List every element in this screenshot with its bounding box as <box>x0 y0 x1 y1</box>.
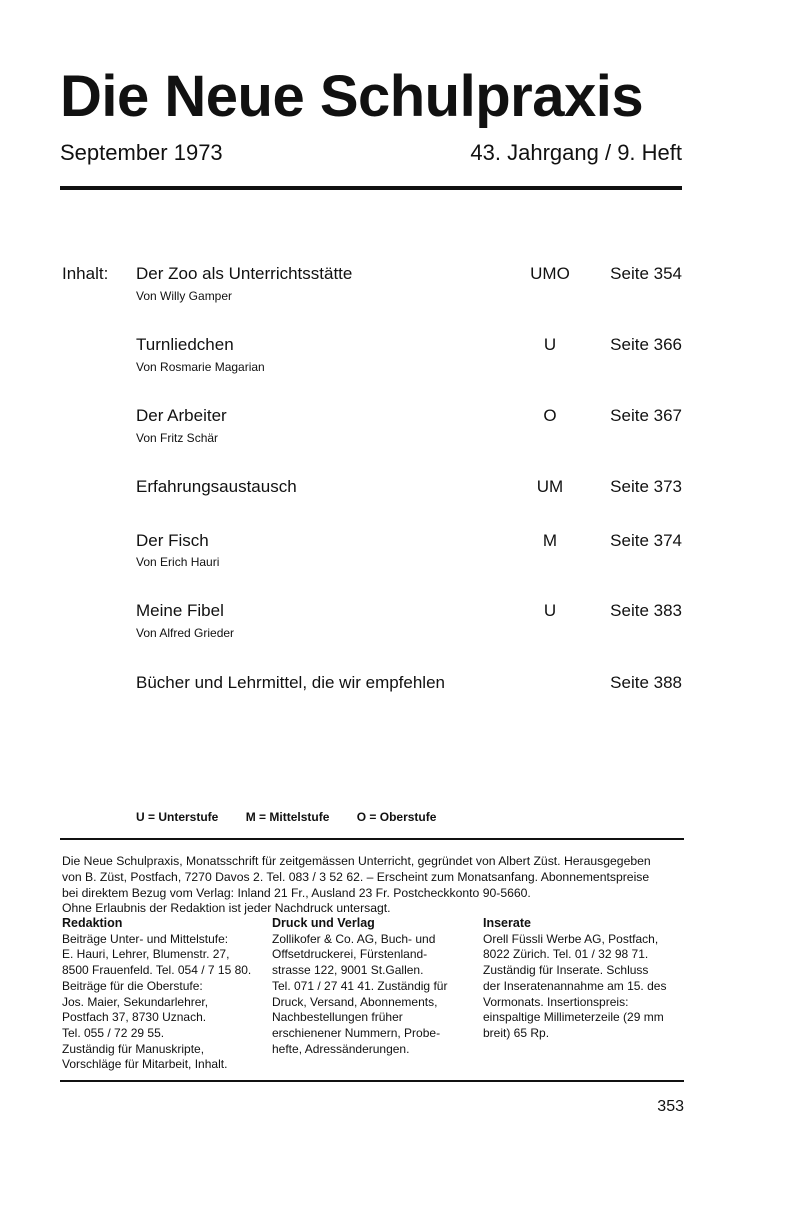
druck-line: Tel. 071 / 27 41 41. Zuständig für <box>272 978 448 993</box>
druck-column <box>272 916 477 1057</box>
inserate-line: breit) 65 Rp. <box>483 1025 550 1040</box>
druck-line: erschienener Nummern, Probe- <box>272 1025 441 1040</box>
toc-item-author: Von Alfred Grieder <box>136 626 235 640</box>
toc-item-page: Seite 374 <box>610 531 682 550</box>
imprint-line: bei direktem Bezug vom Verlag: Inland 21 Fr., Ausland 23 Fr. Postcheckkonto 90-5660. <box>62 885 531 900</box>
toc-item-author: Von Willy Gamper <box>136 289 233 303</box>
toc-item-author: Von Rosmarie Magarian <box>136 360 265 374</box>
legend-mittelstufe: M = Mittelstufe <box>245 810 330 824</box>
toc-item-title: Der Arbeiter <box>136 406 227 425</box>
toc-item-page: Seite 367 <box>610 406 682 425</box>
imprint-line: Die Neue Schulpraxis, Monatsschrift für zeitgemässen Unterricht, gegründet von Albert Züst. Herausgegeben <box>62 854 651 868</box>
inserate-line: 8022 Zürich. Tel. 01 / 32 98 71. <box>483 947 649 962</box>
toc-item-level: U <box>543 335 557 354</box>
toc-item-level: O <box>543 406 557 425</box>
issue-number: 43. Jahrgang / 9. Heft <box>470 140 682 165</box>
druck-line: Nachbestellungen früher <box>272 1010 403 1025</box>
redaktion-line: 8500 Frauenfeld. Tel. 054 / 7 15 80. <box>62 963 252 978</box>
druck-line: strasse 122, 9001 St.Gallen. <box>272 963 424 978</box>
redaktion-line: Beiträge Unter- und Mittelstufe: <box>62 931 229 946</box>
redaktion-line: Vorschläge für Mitarbeit, Inhalt. <box>62 1057 228 1072</box>
inserate-heading: Inserate <box>483 916 531 930</box>
legend-oberstufe: O = Oberstufe <box>356 810 437 824</box>
toc-item-author: Von Fritz Schär <box>136 431 219 445</box>
legend-unterstufe: U = Unterstufe <box>136 810 219 824</box>
toc-item-level: UMO <box>530 264 570 283</box>
imprint-line: von B. Züst, Postfach, 7270 Davos 2. Tel. 083 / 3 52 62. – Erscheint zum Monatsanfang. Abonnementspreise <box>62 869 650 884</box>
issue-date: September 1973 <box>60 140 223 165</box>
toc-item-title: Bücher und Lehrmittel, die wir empfehlen <box>136 673 445 692</box>
toc-item-page: Seite 383 <box>610 601 682 620</box>
toc-item-author: Von Erich Hauri <box>136 555 220 569</box>
toc-item-level: UM <box>536 477 564 496</box>
inserate-line: Orell Füssli Werbe AG, Postfach, <box>483 931 659 946</box>
redaktion-line: E. Hauri, Lehrer, Blumenstr. 27, <box>62 947 230 962</box>
contents-label: Inhalt: <box>62 264 109 283</box>
magazine-title: Die Neue Schulpraxis <box>60 64 644 129</box>
druck-line: Offsetdruckerei, Fürstenland- <box>272 947 428 962</box>
level-legend <box>136 810 460 824</box>
toc-item-title: Der Fisch <box>136 531 209 550</box>
imprint-top-rule <box>60 838 684 840</box>
druck-heading: Druck und Verlag <box>272 916 375 930</box>
inserate-line: einspaltige Millimeterzeile (29 mm <box>483 1010 664 1025</box>
redaktion-heading: Redaktion <box>62 916 123 930</box>
inserate-line: der Inseratenannahme am 15. des <box>483 978 667 993</box>
redaktion-line: Jos. Maier, Sekundarlehrer, <box>62 994 209 1009</box>
toc-item-level: M <box>542 531 558 550</box>
redaktion-line: Beiträge für die Oberstufe: <box>62 978 203 993</box>
druck-line: Zollikofer & Co. AG, Buch- und <box>272 931 436 946</box>
druck-line: hefte, Adressänderungen. <box>272 1041 410 1056</box>
toc-item-title: Erfahrungsaustausch <box>136 477 297 496</box>
redaktion-line: Postfach 37, 8730 Uznach. <box>62 1010 207 1025</box>
toc-item-title: Turnliedchen <box>136 335 234 354</box>
redaktion-column <box>62 916 267 1073</box>
redaktion-line: Zuständig für Manuskripte, <box>62 1041 205 1056</box>
inserate-line: Zuständig für Inserate. Schluss <box>483 963 649 978</box>
imprint-bottom-rule <box>60 1080 684 1082</box>
toc-item-page: Seite 366 <box>610 335 682 354</box>
toc-item-level: U <box>543 601 557 620</box>
inserate-column <box>483 916 688 1042</box>
imprint-line: Ohne Erlaubnis der Redaktion ist jeder Nachdruck untersagt. <box>62 901 391 916</box>
masthead-divider <box>60 186 682 190</box>
inserate-line: Vormonats. Insertionspreis: <box>483 994 629 1009</box>
toc-item-page: Seite 388 <box>610 673 682 692</box>
toc-item-page: Seite 373 <box>610 477 682 496</box>
toc-item-page: Seite 354 <box>610 264 682 283</box>
druck-line: Druck, Versand, Abonnements, <box>272 994 438 1009</box>
toc-item-title: Meine Fibel <box>136 601 224 620</box>
imprint-intro <box>62 854 687 917</box>
redaktion-line: Tel. 055 / 72 29 55. <box>62 1025 165 1040</box>
page-number: 353 <box>657 1098 684 1115</box>
toc-item-title: Der Zoo als Unterrichtsstätte <box>136 264 353 283</box>
